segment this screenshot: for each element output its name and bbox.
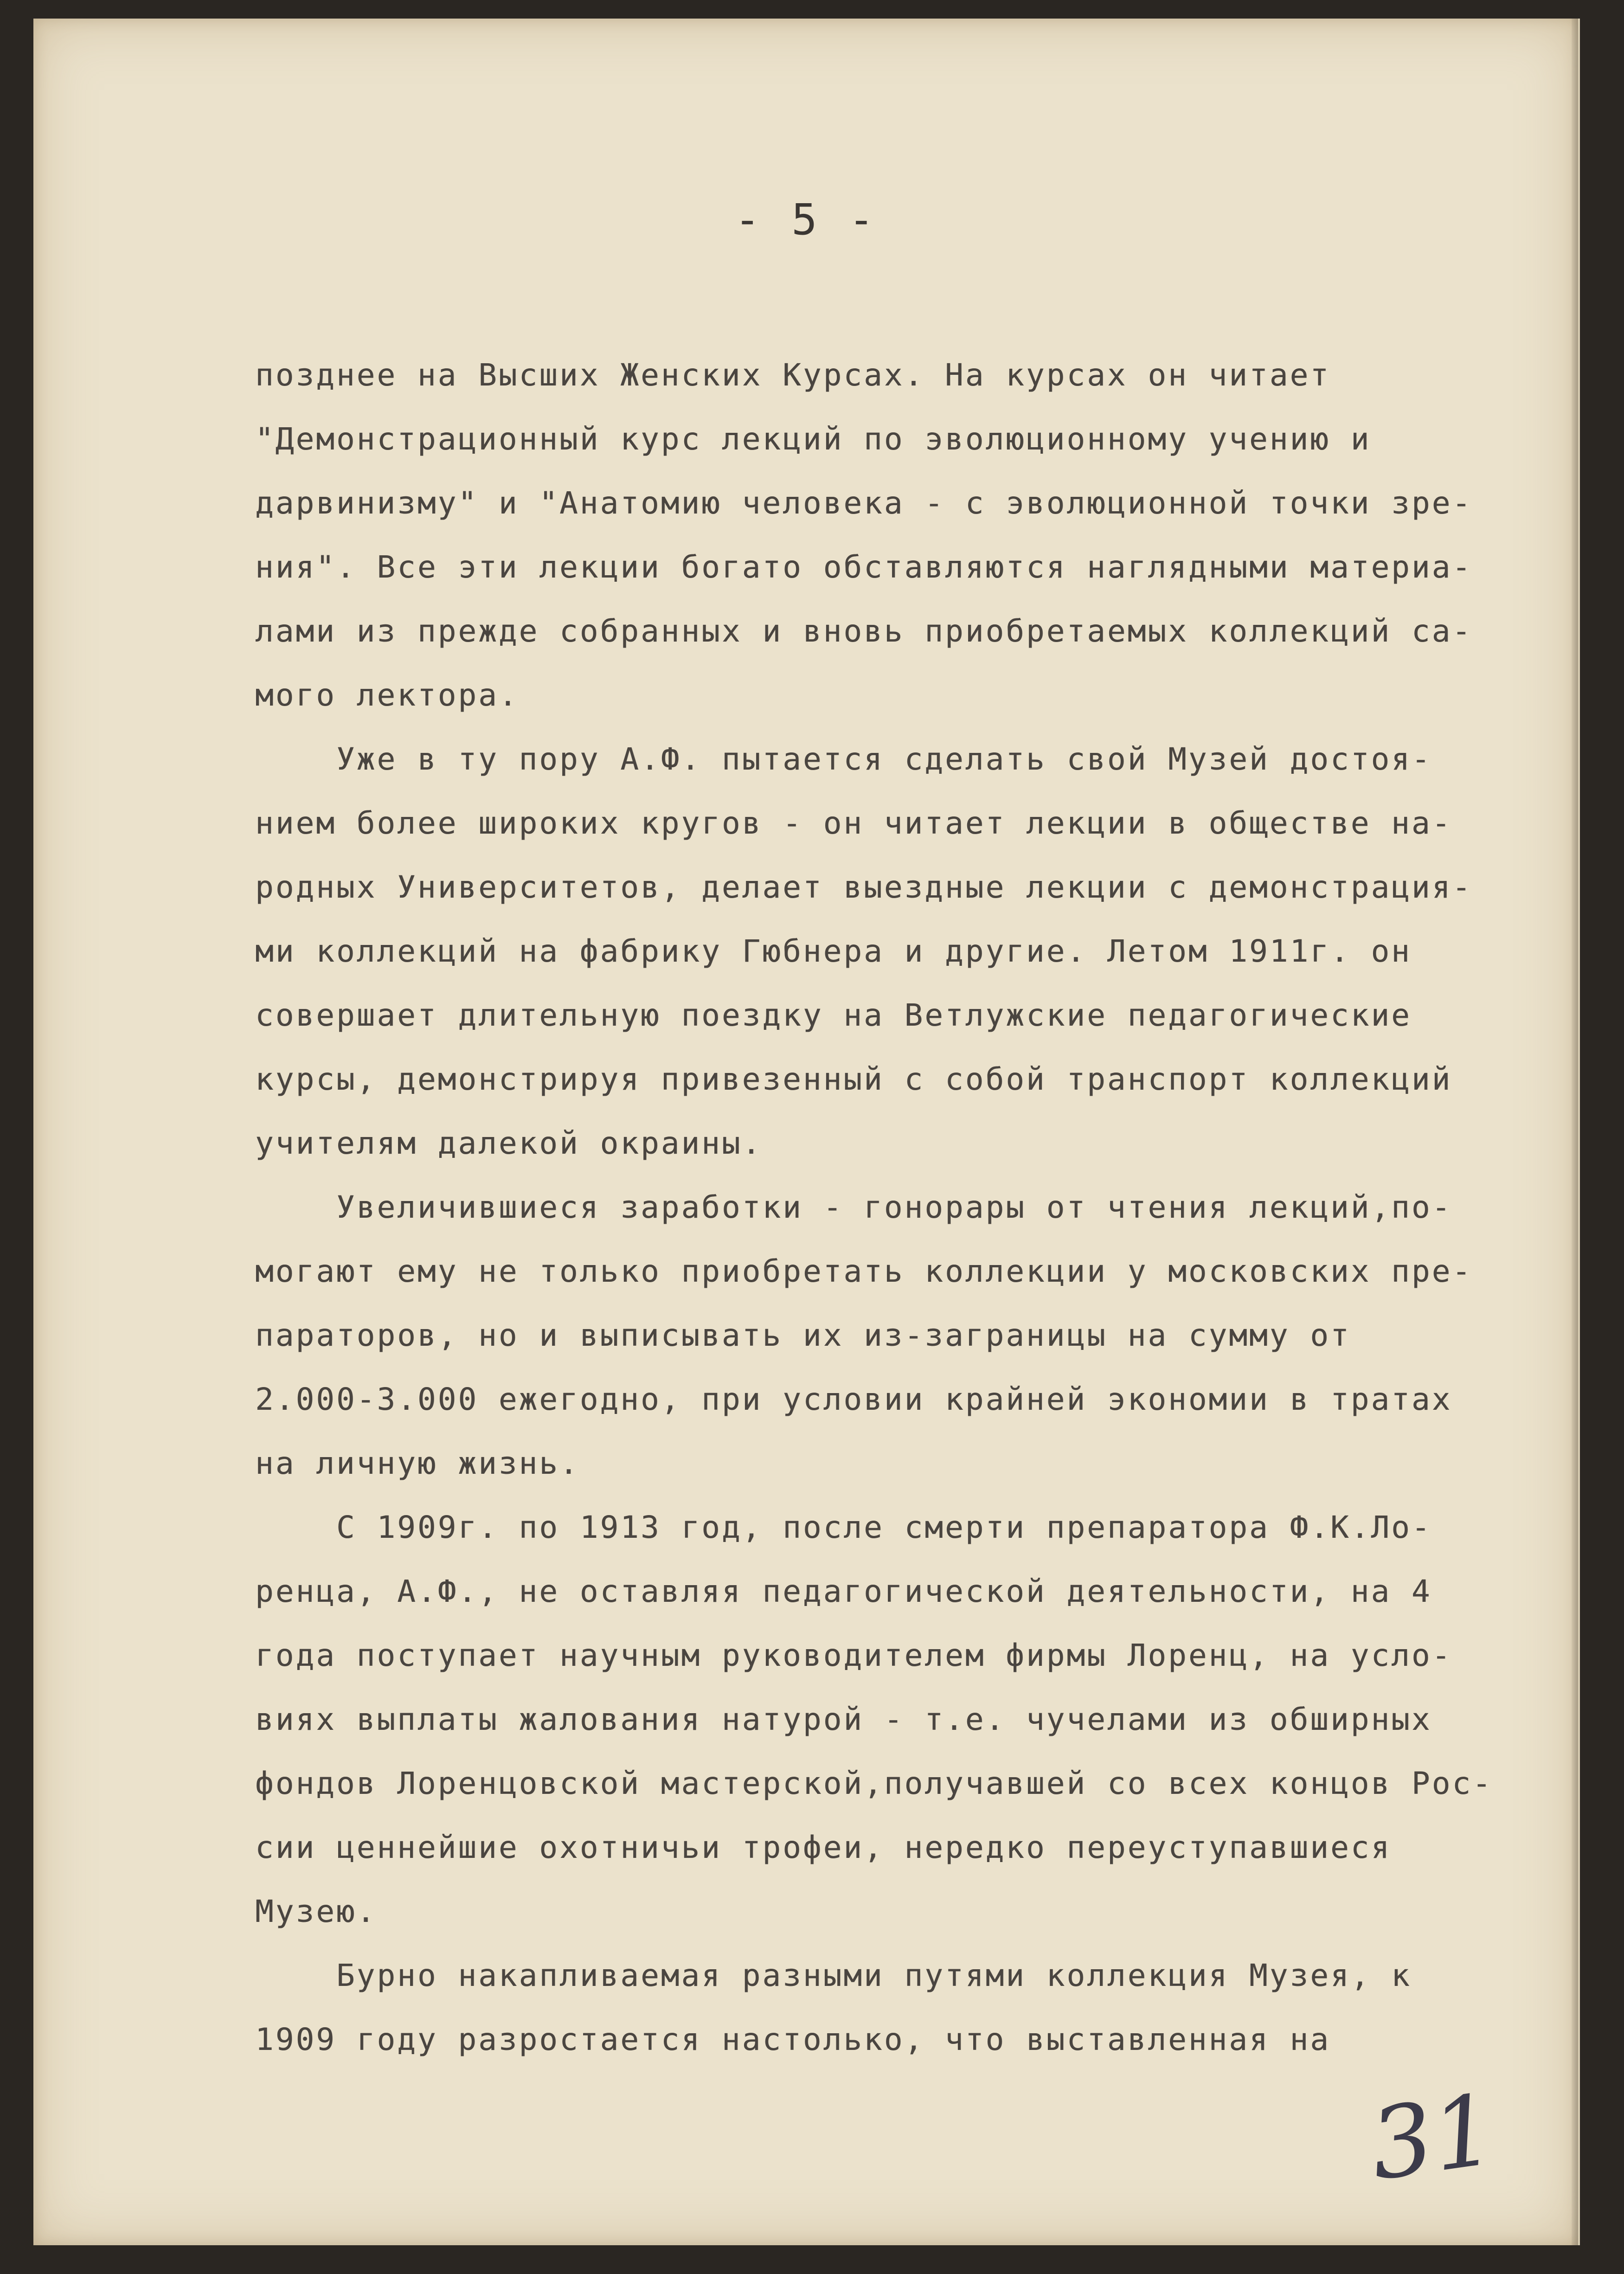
- text-line: на личную жизнь.: [255, 1445, 580, 1481]
- text-line: 1909 году разростается настолько, что выставленная на: [255, 2022, 1330, 2057]
- body-text: [255, 343, 1591, 2072]
- text-line: курсы, демонстрируя привезенный с собой транспорт коллекций: [255, 1061, 1452, 1097]
- text-line: "Демонстрационный курс лекций по эволюционному учению и: [255, 421, 1371, 457]
- text-line: 2.000-3.000 ежегодно, при условии крайней экономии в тратах: [255, 1381, 1452, 1417]
- text-line: учителям далекой окраины.: [255, 1125, 763, 1161]
- text-line: нием более широких кругов - он читает лекции в обществе на-: [255, 805, 1452, 841]
- text-line: дарвинизму" и "Анатомию человека - с эволюционной точки зре-: [255, 485, 1473, 521]
- text-line: ния". Все эти лекции богато обставляются наглядными материа-: [255, 549, 1473, 585]
- text-line: совершает длительную поездку на Ветлужские педагогические: [255, 997, 1412, 1033]
- text-line: Уже в ту пору А.Ф. пытается сделать свой Музей достоя-: [255, 741, 1432, 777]
- text-line: фондов Лоренцовской мастерской,получавшей со всех концов Рос-: [255, 1766, 1493, 1801]
- text-line: Бурно накапливаемая разными путями коллекция Музея, к: [255, 1958, 1412, 1993]
- text-line: виях выплаты жалования натурой - т.е. чучелами из обширных: [255, 1702, 1432, 1737]
- text-line: Увеличившиеся заработки - гонорары от чтения лекций,по-: [255, 1189, 1452, 1225]
- text-line: года поступает научным руководителем фирмы Лоренц, на усло-: [255, 1638, 1452, 1673]
- text-line: ренца, А.Ф., не оставляя педагогической деятельности, на 4: [255, 1574, 1432, 1609]
- text-line: Музею.: [255, 1894, 377, 1929]
- page-number: - 5 -: [734, 195, 877, 244]
- text-line: мого лектора.: [255, 677, 519, 713]
- text-line: сии ценнейшие охотничьи трофеи, нередко переуступавшиеся: [255, 1830, 1392, 1865]
- text-line: могают ему не только приобретать коллекции у московских пре-: [255, 1253, 1473, 1289]
- text-line: ми коллекций на фабрику Гюбнера и другие. Летом 1911г. он: [255, 933, 1412, 969]
- text-line: лами из прежде собранных и вновь приобретаемых коллекций са-: [255, 613, 1473, 649]
- text-line: параторов, но и выписывать их из-заграницы на сумму от: [255, 1317, 1351, 1353]
- handwritten-folio-number: 31: [1363, 2072, 1502, 2203]
- text-line: родных Университетов, делает выездные лекции с демонстрация-: [255, 869, 1473, 905]
- document-page: [33, 19, 1580, 2245]
- text-line: позднее на Высших Женских Курсах. На курсах он читает: [255, 357, 1330, 393]
- text-line: С 1909г. по 1913 год, после смерти препаратора Ф.К.Ло-: [255, 1510, 1432, 1545]
